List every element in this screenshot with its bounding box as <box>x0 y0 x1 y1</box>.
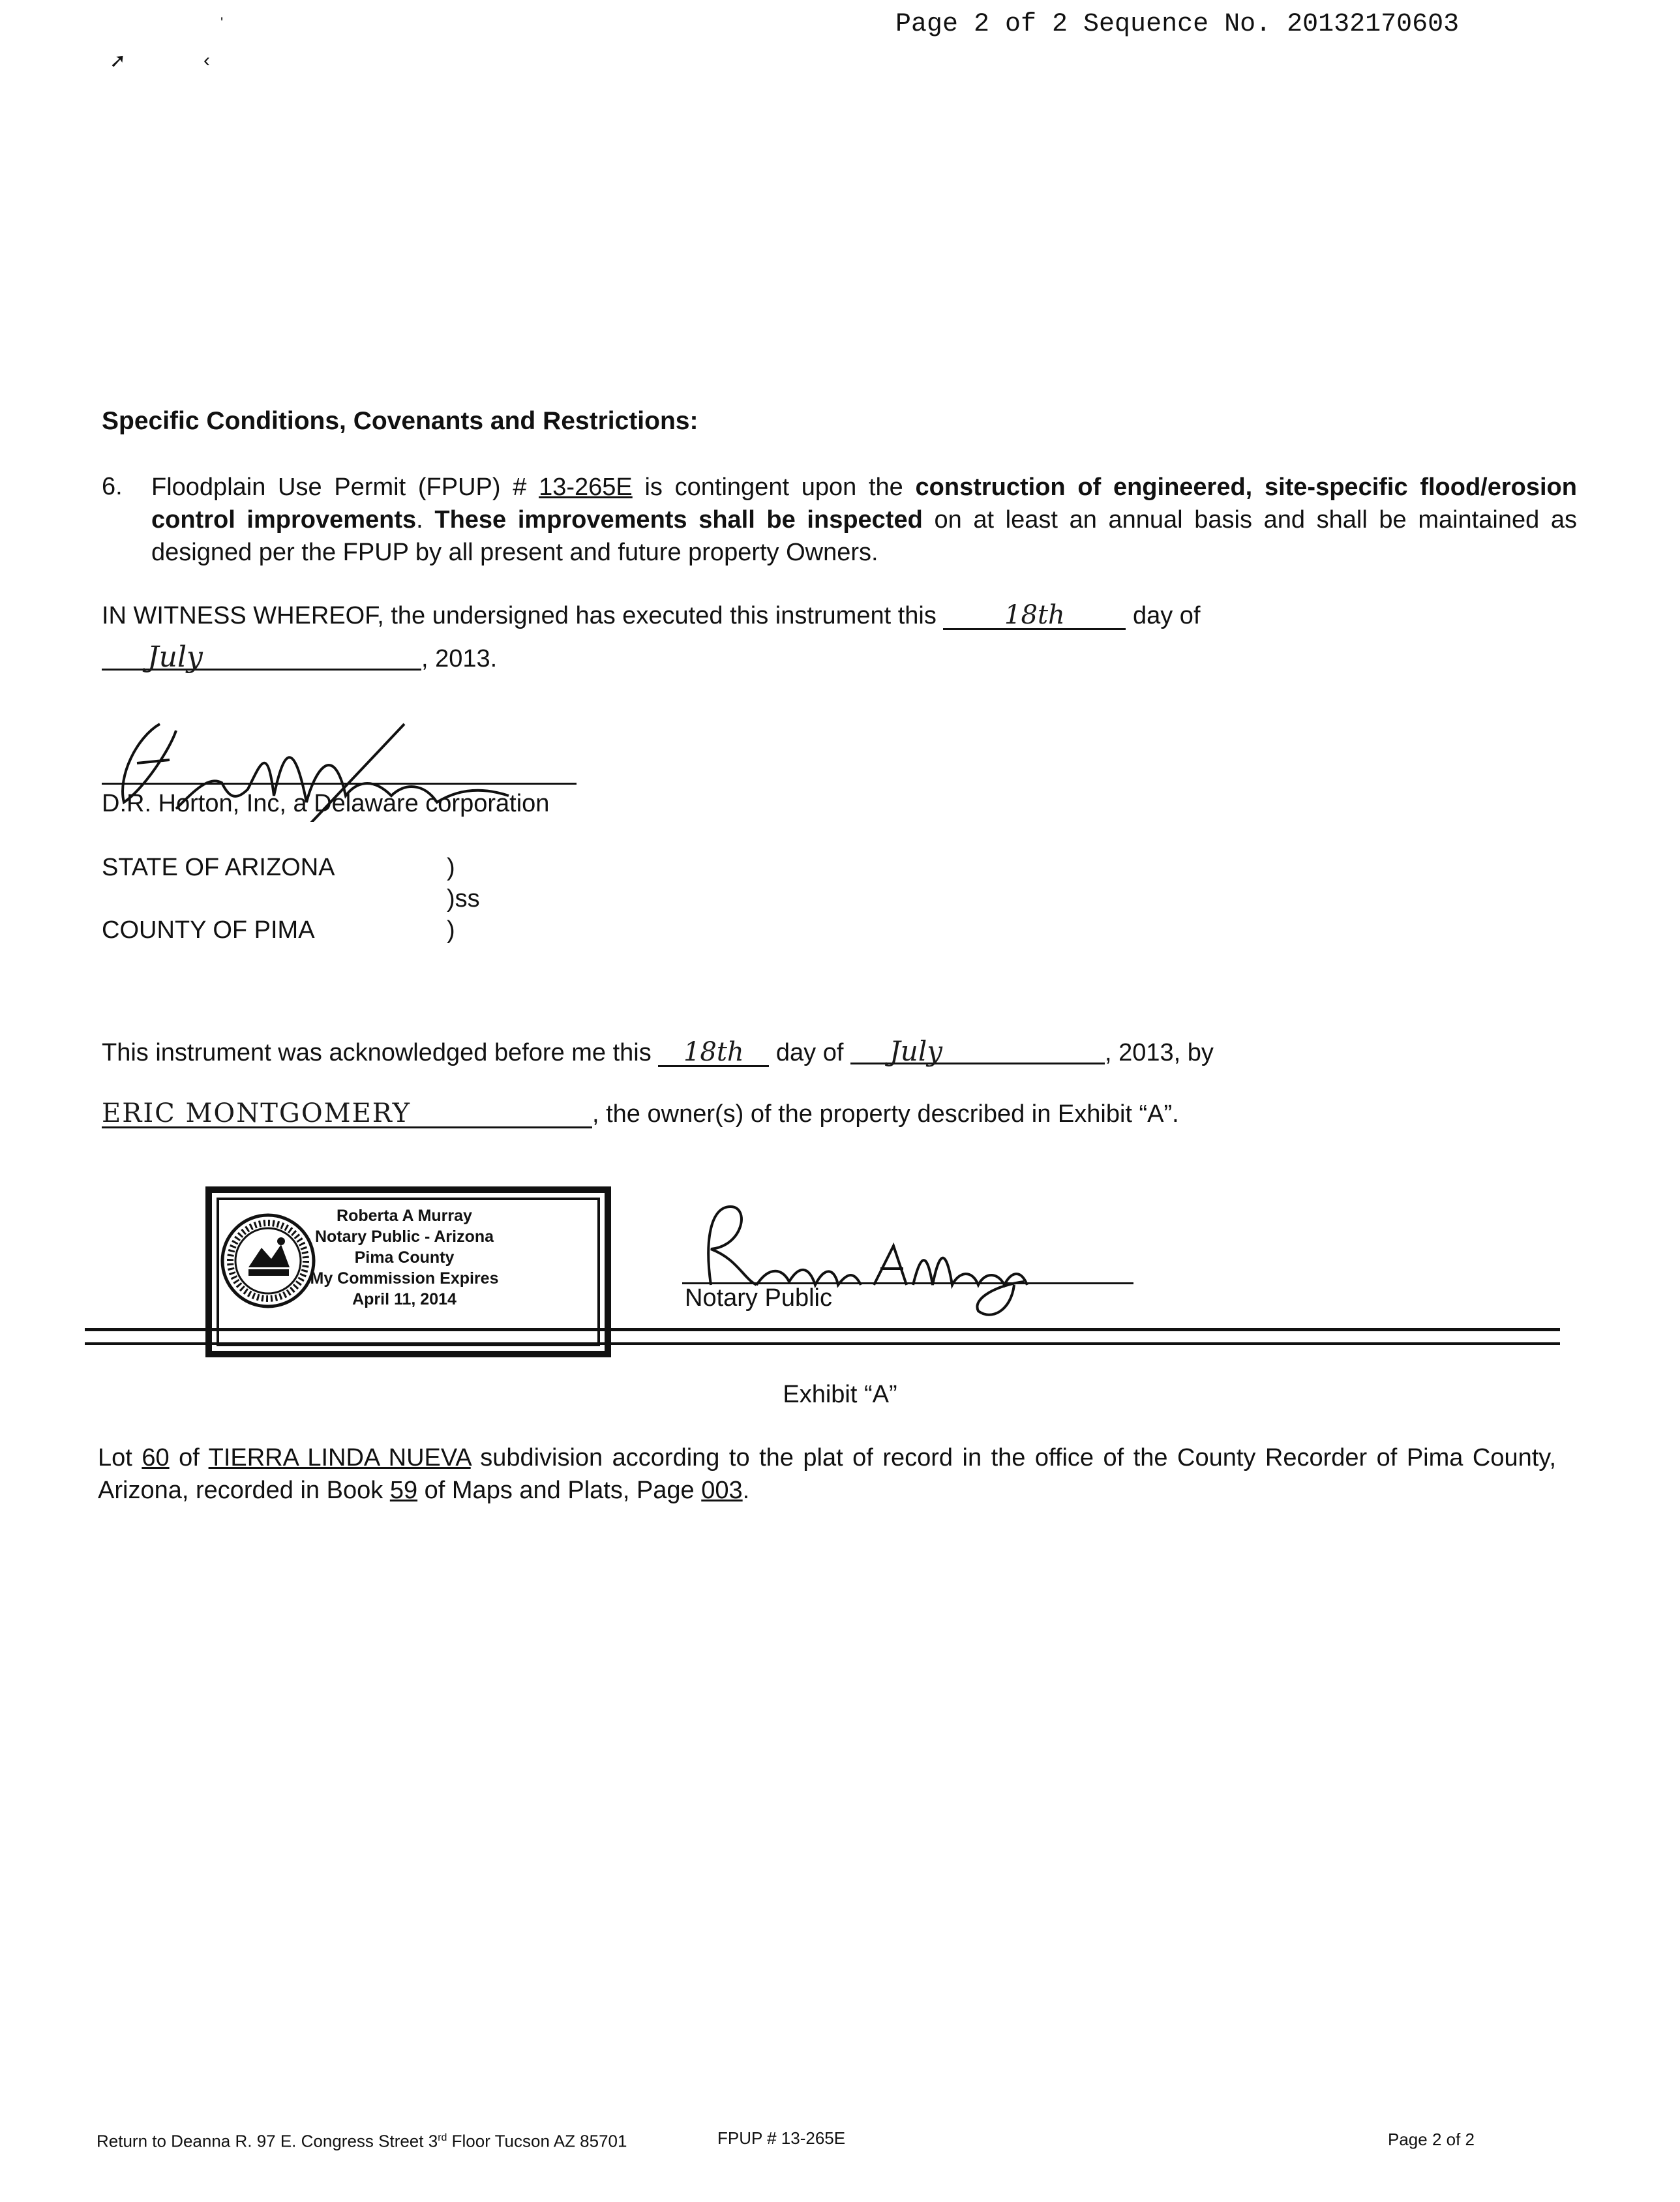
condition-bold-inspected: These improvements shall be inspected <box>434 506 923 534</box>
witness-day-handwritten: 18th <box>943 602 1126 630</box>
exhibit-paragraph <box>98 1441 1556 1507</box>
stamp-expires: April 11, 2014 <box>352 1290 457 1308</box>
permit-number: 13-265E <box>539 474 633 501</box>
stray-mark: ➚ <box>110 50 127 72</box>
footer-return-text-b: Floor Tucson AZ 85701 <box>447 2131 627 2151</box>
witness-date-line <box>102 643 497 674</box>
venue-county: COUNTY OF PIMA <box>102 916 315 944</box>
exhibit-subdivision: TIERRA LINDA NUEVA <box>208 1444 471 1471</box>
condition-period: . <box>416 506 423 534</box>
ack-year-by: , 2013, by <box>1104 1039 1214 1066</box>
stamp-commission: My Commission Expires <box>310 1269 499 1288</box>
exhibit-page: 003 <box>701 1477 743 1504</box>
ack-text: This instrument was acknowledged before me this <box>102 1039 652 1066</box>
stamp-county: Pima County <box>354 1248 455 1267</box>
page-sequence-header: Page 2 of 2 Sequence No. 20132170603 <box>895 10 1460 39</box>
footer-return-sup: rd <box>438 2132 447 2143</box>
exhibit-lot-number: 60 <box>142 1444 170 1471</box>
footer-page-number: Page 2 of 2 <box>1388 2130 1475 2149</box>
ack-day-of: day of <box>775 1039 844 1066</box>
stray-mark: ‹ <box>203 50 210 71</box>
owner-suffix: , the owner(s) of the property described in Exhibit “A”. <box>592 1100 1179 1128</box>
notary-stamp-text <box>280 1205 528 1310</box>
divider-rule-bottom <box>85 1342 1560 1345</box>
condition-bold-construction: construction of engineered, site-specific flood/erosion control improvements <box>151 474 1577 534</box>
venue-paren-1: ) <box>447 854 455 881</box>
condition-text-mid: is contingent upon the <box>644 474 903 501</box>
notary-label: Notary Public <box>685 1284 832 1312</box>
footer-return-to <box>97 2128 627 2152</box>
divider-rule-top <box>85 1328 1560 1331</box>
witness-month-handwritten: July <box>102 644 421 671</box>
conditions-heading: Specific Conditions, Covenants and Restrictions: <box>102 407 698 435</box>
stamp-title: Notary Public - Arizona <box>314 1228 494 1246</box>
exhibit-text2: of Maps and Plats, Page <box>424 1477 695 1504</box>
exhibit-end: . <box>742 1477 750 1504</box>
stray-mark: ' <box>220 14 224 31</box>
owner-line <box>102 1098 1179 1130</box>
signer-entity: D.R. Horton, Inc, a Delaware corporation <box>102 790 550 817</box>
footer-fpup: FPUP # 13-265E <box>717 2128 846 2148</box>
owner-name-handwritten: ERIC MONTGOMERY <box>102 1100 592 1128</box>
condition-text-end: on at least an annual basis and shall be maintained as designed per the FPUP by all present and future property Owners. <box>151 506 1577 566</box>
ack-month-handwritten: July <box>850 1038 1105 1064</box>
stamp-name: Roberta A Murray <box>337 1207 472 1225</box>
exhibit-lot-prefix: Lot <box>98 1444 132 1471</box>
exhibit-text1: subdivision according to the plat of record in the office of the County Recorder of Pima County, Arizona, recorded in Book <box>98 1444 1557 1504</box>
ack-day-handwritten: 18th <box>658 1039 769 1067</box>
exhibit-book: 59 <box>389 1477 418 1504</box>
venue-state: STATE OF ARIZONA <box>102 854 335 881</box>
condition-paragraph <box>151 471 1577 569</box>
acknowledgment-line <box>102 1037 1214 1068</box>
footer-return-text-a: Return to Deanna R. 97 E. Congress Street 3 <box>97 2131 438 2151</box>
signer-signature-line <box>102 783 577 785</box>
witness-text: IN WITNESS WHEREOF, the undersigned has executed this instrument this <box>102 602 937 629</box>
venue-ss: )ss <box>447 885 480 912</box>
exhibit-title: Exhibit “A” <box>783 1381 897 1408</box>
condition-text-start: Floodplain Use Permit (FPUP) # <box>151 474 527 501</box>
witness-line <box>102 600 1201 631</box>
witness-year: , 2013. <box>421 645 498 672</box>
venue-paren-2: ) <box>447 916 455 944</box>
item-number: 6. <box>102 473 123 500</box>
witness-day-of: day of <box>1132 602 1201 629</box>
exhibit-of: of <box>179 1444 200 1471</box>
